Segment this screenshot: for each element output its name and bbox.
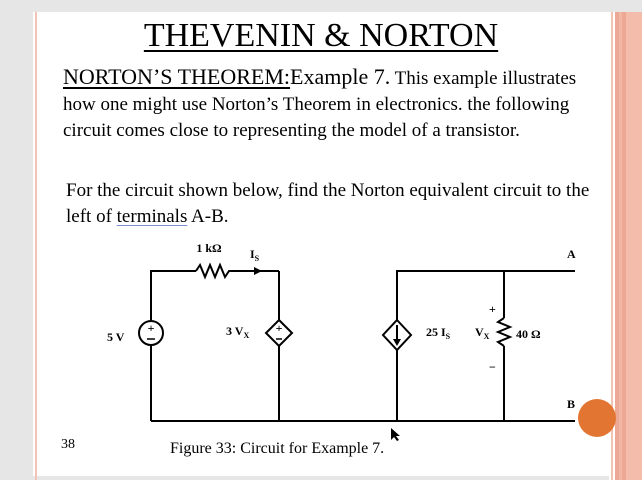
svg-text:VX: $V_X$	[475, 325, 490, 341]
svg-text:B: B	[567, 397, 576, 411]
spellcheck-word: terminals	[116, 206, 188, 227]
figure-caption: Figure 33: Circuit for Example 7.	[170, 440, 385, 457]
svg-text:IS: $I_S$	[250, 247, 260, 263]
slide-title: THEVENIN & NORTON	[143, 17, 499, 54]
svg-text:−: −	[489, 360, 496, 374]
theorem-heading: NORTON’S THEOREM:	[63, 64, 291, 89]
decorative-orange-dot	[578, 399, 616, 437]
problem-paragraph: For the circuit shown below, find the Norton equivalent circuit to the left of terminals A-B.	[66, 180, 590, 227]
page-number: 38	[61, 437, 75, 452]
intro-text: This example illustrates how one might use Norton’s Theorem in electronics. the following circuit comes close to representing the model of a transistor.	[63, 68, 577, 141]
svg-text:25 IS: 25 $I_S$	[426, 325, 451, 341]
voltage-source-icon	[139, 321, 163, 345]
svg-text:1 kΩ: 1 kΩ	[196, 241, 222, 255]
svg-text:A: A	[567, 247, 576, 261]
svg-text:5 V: 5 V	[107, 330, 125, 344]
svg-text:3 VX: 3 $V_X$	[226, 324, 250, 340]
dependent-current-source-icon	[383, 320, 411, 350]
svg-text:+: +	[489, 302, 496, 316]
current-arrow-icon	[254, 267, 262, 275]
dependent-voltage-source-icon	[266, 320, 292, 346]
svg-text:40 Ω: 40 Ω	[516, 327, 541, 341]
mouse-cursor-icon	[391, 428, 400, 441]
svg-text:+: +	[275, 321, 283, 335]
example-label: Example 7.	[290, 64, 391, 89]
svg-text:+: +	[147, 321, 155, 335]
